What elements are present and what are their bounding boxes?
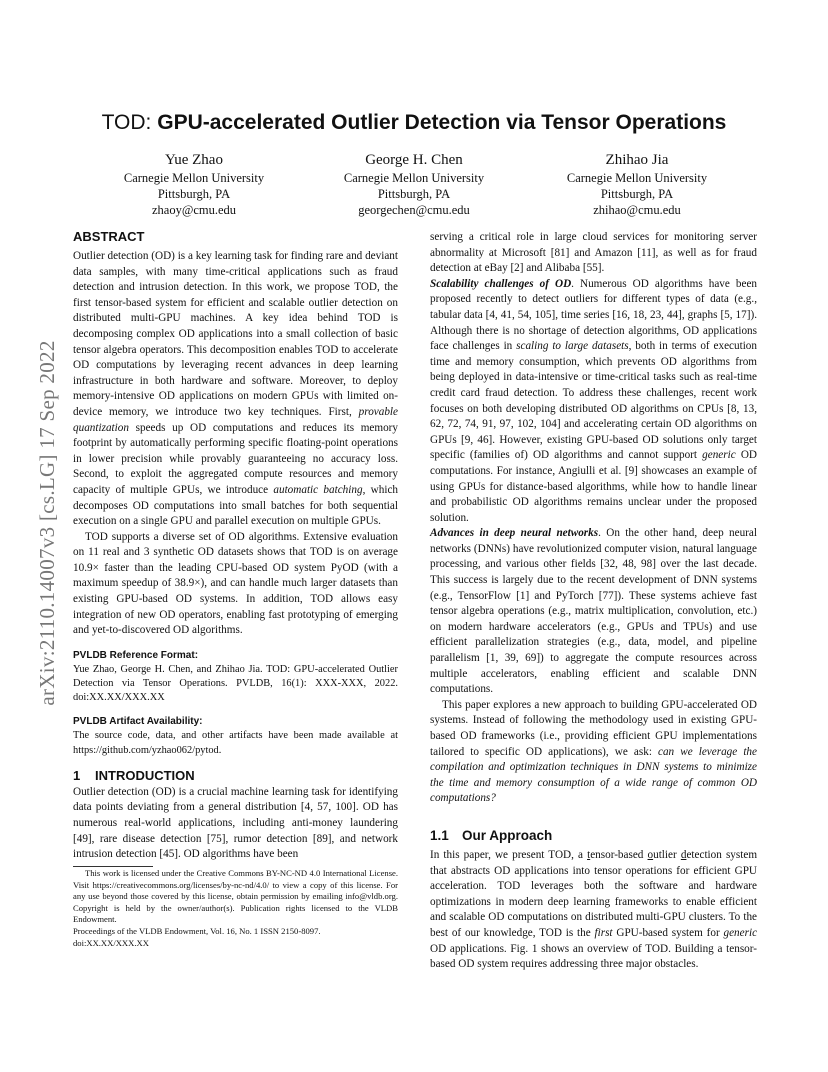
artifact-heading: PVLDB Artifact Availability:	[73, 716, 203, 728]
arxiv-identifier: arXiv:2110.14007v3 [cs.LG] 17 Sep 2022	[35, 340, 59, 706]
paragraph-text: . On the other hand, deep neural networks (DNNs) have revolutionized computer vision, natural language processing, and various other fields [32, 48, 98] over the last decade. This success is largely due to the recent development of DNN systems (e.g., TensorFlow [1] and PyTorch [77]). These systems achieve fast tensor algebra operations (e.g., matrix multiplication, convolution, etc.) on modern hardware accelerators (e.g., GPUs and TPUs) and use efficient parallelization strategies (e.g., data, model, and pipeline parallelism [1, 39, 69]) to aggregate the compute resources across multiple accelerators, enabling efficient and scalable DNN computations.	[430, 527, 757, 696]
author-block	[527, 150, 747, 218]
paragraph-text: This paper explores a new approach to building GPU-accelerated OD systems. Instead of following the methodology used in existing GPU-based OD frameworks (i.e., providing efficient GPU implementations tailored to specific OD applications), we ask:	[430, 698, 757, 758]
author-location: Pittsburgh, PA	[377, 187, 451, 201]
author-affiliation: Carnegie Mellon University	[123, 171, 265, 185]
author-location: Pittsburgh, PA	[600, 187, 674, 201]
paragraph-emphasis: generic	[702, 449, 736, 462]
footnote-rule	[73, 866, 153, 867]
author-name: Zhihao Jia	[605, 152, 669, 168]
intro-heading	[73, 767, 398, 785]
author-name: Yue Zhao	[165, 152, 223, 168]
right-column	[430, 228, 757, 973]
author-email: zhihao@cmu.edu	[593, 203, 681, 217]
paragraph-emphasis: generic	[723, 926, 758, 939]
author-name: George H. Chen	[365, 152, 463, 168]
author-block	[304, 150, 524, 218]
paper-title	[60, 108, 768, 138]
left-column	[73, 228, 398, 863]
artifact-text: The source code, data, and other artifacts have been made available at https://github.com/yzhao062/pytod.	[73, 730, 398, 756]
paragraph-emphasis: first	[594, 926, 613, 939]
author-block	[84, 150, 304, 218]
paragraph-text: . Numerous OD algorithms have been proposed recently to detect outliers for different types of data (e.g., tabular data [4, 41, 54, 105], time series [16, 18, 23, 44], graphs [5, 17]). Although there is no shortage of detection algorithms, OD applications face challenges in	[430, 277, 758, 353]
paragraph-text: OD applications. Fig. 1 shows an overview of TOD. Building a tensor-based OD system requires addressing three major obstacles.	[430, 942, 757, 971]
author-affiliation: Carnegie Mellon University	[566, 171, 708, 185]
paragraph-text: etection system that abstracts OD applications into tensor operations for efficient GPU acceleration. TOD leverages both the software and hardware optimizations in modern deep learning frameworks to enable efficient and scalable OD computations on distributed multi-GPU clusters. To the best of our knowledge, TOD is the	[430, 848, 758, 939]
acronym-letter: d	[680, 848, 687, 861]
paragraph-text: OD computations. For instance, Angiulli et al. [9] showcases an example of using GPUs for distance-based algorithms, while how to handle linear and probabilistic OD algorithms remains unclear under the proposed solution.	[430, 449, 757, 524]
paragraph-heading: Scalability challenges of OD	[430, 277, 572, 290]
abstract-emphasis: provable quantization	[73, 405, 399, 434]
approach-paragraph	[430, 848, 757, 973]
reference-format-heading: PVLDB Reference Format:	[73, 649, 199, 661]
abstract-emphasis: automatic batching	[273, 483, 363, 496]
paragraph-emphasis: scaling to large datasets	[516, 340, 629, 353]
author-email: zhaoy@cmu.edu	[151, 203, 237, 217]
paragraph-emphasis: can we leverage the compilation and optimization techniques in DNN systems to minimize the time and memory consumption of a wide range of common OD computations?	[430, 745, 757, 805]
paragraph-text: utlier	[653, 848, 677, 861]
title-prefix: TOD:	[101, 111, 152, 134]
title-main: GPU-accelerated Outlier Detection via Tensor Operations	[157, 111, 727, 134]
section-number: 1.1	[430, 827, 449, 843]
abstract-paragraph	[73, 249, 398, 530]
paragraph-heading: Advances in deep neural networks	[430, 527, 599, 540]
paragraph-text: ensor-based	[590, 848, 644, 861]
new-approach-paragraph	[430, 698, 757, 807]
paragraph-text: In this paper, we present TOD, a	[430, 848, 583, 861]
section-title: Our Approach	[462, 827, 553, 843]
abstract-text: Outlier detection (OD) is a key learning task for finding rare and deviant data samples, with many time-critical applications such as fraud detection and intrusion detection. In this work, we propose TOD, the first tensor-based system for efficient and scalable outlier detection on distributed multi-GPU machines. A key idea behind TOD is decomposing complex OD applications into a small collection of basic tensor algebra operators. This decomposition enables TOD to accelerate OD computations by leveraging recent advances in deep learning infrastructure in both hardware and software. Moreover, to deploy memory-intensive OD applications on modern GPUs with limited on-device memory, we introduce two key techniques. First,	[73, 250, 398, 418]
author-affiliation: Carnegie Mellon University	[343, 171, 485, 185]
reference-format-text: Yue Zhao, George H. Chen, and Zhihao Jia. TOD: GPU-accelerated Outlier Detection via Tensor Operations. PVLDB, 16(1): XXX-XXX, 2022. doi:XX.XX/XXX.XX	[73, 663, 398, 704]
intro-paragraph-continued: serving a critical role in large cloud services for monitoring server abnormality at Microsoft [81] and Amazon [11], as well as for fraud detection at eBay [2] and Alibaba [55].	[430, 231, 757, 275]
intro-paragraph: Outlier detection (OD) is a crucial machine learning task for identifying data points deviating from a general distribution [4, 57, 100]. OD has numerous real-world applications, including anti-money laundering [49], rare disease detection [75], rumor detection [89], and network intrusion detection [45]. OD algorithms have been	[73, 785, 398, 861]
acronym-letter: t	[587, 848, 591, 861]
arxiv-watermark	[22, 288, 59, 758]
author-location: Pittsburgh, PA	[157, 187, 231, 201]
approach-heading	[430, 827, 757, 845]
scalability-paragraph	[430, 277, 757, 527]
abstract-text: speeds up OD computations and reduces its memory footprint by automatically performing specific floating-point operations in lower precision while provably guaranteeing no accuracy loss. Second, to exploit the aggregated compute resources and memory capacity of multiple GPUs, we introduce	[73, 421, 399, 496]
paragraph-text: GPU-based system for	[616, 926, 720, 939]
proceedings-footnote: Proceedings of the VLDB Endowment, Vol. 16, No. 1 ISSN 2150-8097.	[73, 925, 321, 936]
abstract-heading: ABSTRACT	[73, 229, 145, 244]
dnn-paragraph	[430, 526, 757, 698]
acronym-letter: o	[647, 848, 654, 861]
section-title: INTRODUCTION	[95, 767, 195, 783]
license-footnote: This work is licensed under the Creative Commons BY-NC-ND 4.0 International License. Visit https://creativecommons.org/licenses/by-nc-nd/4.0/ to view a copy of this license. For any use beyond those covered by this license, obtain permission by emailing info@vldb.org. Copyright is held by the owner/author(s). Publication rights licensed to the VLDB Endowment.	[73, 868, 398, 925]
author-email: georgechen@cmu.edu	[358, 203, 470, 217]
abstract-text: , which decomposes OD computations into small batches for both sequential execution on a single GPU and parallel execution on multiple GPUs.	[73, 483, 398, 528]
section-number: 1	[73, 767, 81, 783]
abstract-paragraph: TOD supports a diverse set of OD algorithms. Extensive evaluation on 11 real and 3 synthetic OD datasets shows that TOD is on average 10.9× faster than the leading CPU-based OD system PyOD (with a maximum speedup of 38.9×), and can handle much larger datasets than existing GPU-based OD systems. In addition, TOD allows easy integration of new OD operators, enabling fast prototyping of emerging and yet-to-discovered OD algorithms.	[73, 530, 398, 637]
doi-footnote: doi:XX.XX/XXX.XX	[73, 937, 149, 948]
paragraph-text: , both in terms of execution time and memory consumption, which prevents OD algorithms from being deployed in data-intensive or time-critical tasks such as real-time credit card fraud detection. To address these challenges, recent work focuses on both developing distributed OD algorithms on CPUs [8, 13, 62, 72, 74, 91, 97, 102, 104] and accelerating certain OD algorithms on GPUs [9, 46]. However, existing GPU-based OD solutions only target specific (families of) OD algorithms and cannot support	[430, 340, 757, 462]
footnotes	[73, 868, 398, 949]
